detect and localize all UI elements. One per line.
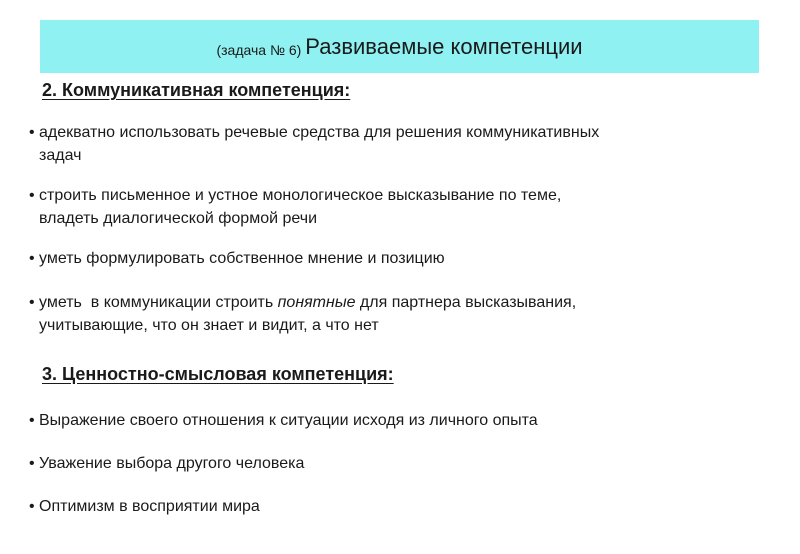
bullet-text: уметь в коммуникации строить — [39, 294, 278, 311]
bullet-dot: • — [29, 187, 35, 204]
list-item — [29, 409, 769, 432]
list-item — [29, 452, 769, 475]
bullet-dot: • — [29, 455, 35, 472]
bullet-line: Оптимизм в восприятии мира — [39, 498, 260, 515]
bullet-line: строить письменное и устное монологическое высказывание по теме, — [39, 187, 562, 204]
bullet-line: Уважение выбора другого человека — [39, 455, 305, 472]
bullet-dot: • — [29, 124, 35, 141]
bullet-line: адекватно использовать речевые средства для решения коммуникативных — [39, 124, 600, 141]
bullet-line: задач — [39, 147, 82, 164]
bullet-line — [39, 291, 769, 314]
list-item — [29, 247, 769, 270]
bullet-dot: • — [29, 412, 35, 429]
bullet-text-italic: понятные — [277, 294, 356, 311]
bullet-line: уметь формулировать собственное мнение и позицию — [39, 250, 445, 267]
list-item — [29, 291, 769, 337]
bullet-text: для партнера высказывания, — [355, 294, 577, 311]
section-heading-communicative: 2. Коммуникативная компетенция: — [42, 80, 351, 100]
bullet-line: учитывающие, что он знает и видит, а что нет — [39, 317, 379, 334]
slide-title-prefix: (задача № 6) — [216, 41, 302, 58]
slide-title-bar — [40, 20, 759, 73]
slide-title: Развиваемые компетенции — [305, 33, 583, 59]
list-item — [29, 184, 769, 230]
list-item — [29, 495, 769, 518]
section-heading-value: 3. Ценностно-смысловая компетенция: — [42, 364, 394, 384]
bullet-line: владеть диалогической формой речи — [39, 210, 318, 227]
bullet-dot: • — [29, 250, 35, 267]
list-item — [29, 121, 769, 167]
bullet-dot: • — [29, 498, 35, 515]
bullet-line: Выражение своего отношения к ситуации исходя из личного опыта — [39, 412, 538, 429]
bullet-dot: • — [29, 294, 35, 311]
